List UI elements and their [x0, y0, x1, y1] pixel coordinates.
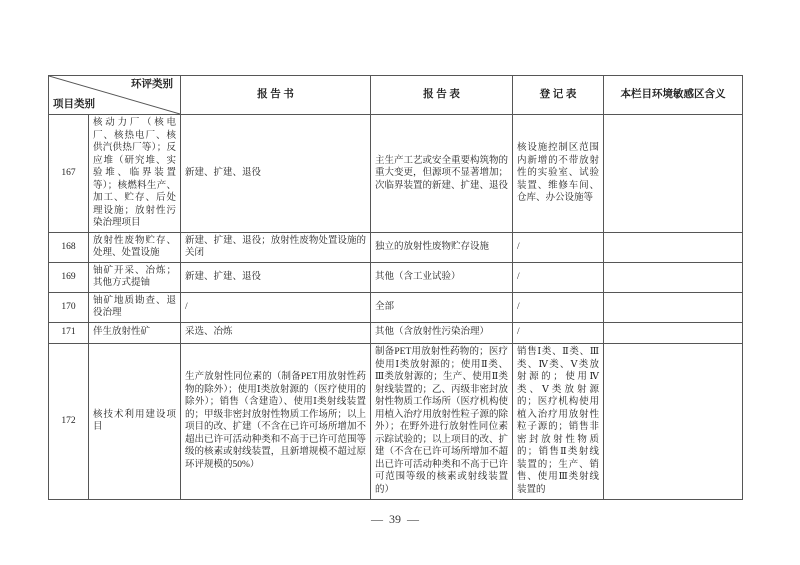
project-category-cell: 核技术利用建设项目	[89, 343, 181, 499]
document-page	[48, 75, 742, 527]
sensitive-area-cell	[604, 322, 743, 343]
project-category-cell: 放射性废物贮存、处理、处置设施	[89, 232, 181, 262]
report-form-cell: 全部	[371, 292, 513, 322]
report-book-cell: /	[181, 292, 371, 322]
report-form-cell: 制备PET用放射性药物的；医疗使用Ⅰ类放射源的；使用Ⅱ类、Ⅲ类放射源的；生产、使用Ⅱ类射线装置的；乙、丙级非密封放射性物质工作场所（医疗机构使用植入治疗用放射性粒子源的除外）；在野外进行放射性同位素示踪试验的；以上项目的改、扩建（不含在已许可场所增加不超出已许可活动种类和不高于已许可范围等级的核素或射线装置的）	[371, 343, 513, 499]
project-category-cell: 铀矿开采、冶炼；其他方式提铀	[89, 262, 181, 292]
report-book-cell: 采选、冶炼	[181, 322, 371, 343]
registration-form-cell: 核设施控制区范围内新增的不带放射性的实验室、试验装置、维修车间、仓库、办公设施等	[513, 115, 604, 233]
registration-form-cell: 销售Ⅰ类、Ⅱ类、Ⅲ类、Ⅳ类、Ⅴ类放射源的；使用Ⅳ类、Ⅴ类放射源的；医疗机构使用植入治疗用放射性粒子源的；销售非密封放射性物质的；销售Ⅱ类射线装置的；生产、销售、使用Ⅲ类射线装置的	[513, 343, 604, 499]
header-report-form: 报 告 表	[371, 76, 513, 115]
header-diagonal-cell	[49, 76, 181, 115]
sensitive-area-cell	[604, 232, 743, 262]
table-row-170	[49, 292, 743, 322]
page-number: — 39 —	[371, 511, 419, 526]
report-form-cell: 其他（含放射性污染治理）	[371, 322, 513, 343]
row-number: 167	[49, 115, 89, 233]
header-report-book: 报 告 书	[181, 76, 371, 115]
report-book-cell: 新建、扩建、退役；放射性废物处置设施的关闭	[181, 232, 371, 262]
table-row-168	[49, 232, 743, 262]
table-row-169	[49, 262, 743, 292]
registration-form-cell: /	[513, 292, 604, 322]
sensitive-area-cell	[604, 292, 743, 322]
report-book-cell: 生产放射性同位素的（制备PET用放射性药物的除外）；使用Ⅰ类放射源的（医疗使用的除外）；销售（含建造）、使用Ⅰ类射线装置的；甲级非密封放射性物质工作场所；以上项目的改、扩建（不含在已许可场所增加不超出已许可活动种类和不高于已许可范围等级的核素或射线装置，且新增规模不超过原环评规模的50%）	[181, 343, 371, 499]
sensitive-area-cell	[604, 262, 743, 292]
report-form-cell: 其他（含工业试验）	[371, 262, 513, 292]
row-number: 169	[49, 262, 89, 292]
header-project-category-label: 项目类别	[53, 98, 95, 110]
registration-form-cell: /	[513, 232, 604, 262]
header-sensitive-area-meaning: 本栏目环境敏感区含义	[604, 76, 743, 115]
header-registration-form: 登 记 表	[513, 76, 604, 115]
report-book-cell: 新建、扩建、退役	[181, 262, 371, 292]
report-form-cell: 主生产工艺或安全重要构筑物的重大变更，但源项不显著增加；次临界装置的新建、扩建、退役	[371, 115, 513, 233]
eia-category-table	[48, 75, 743, 500]
project-category-cell: 伴生放射性矿	[89, 322, 181, 343]
row-number: 171	[49, 322, 89, 343]
project-category-cell: 铀矿地质勘查、退役治理	[89, 292, 181, 322]
table-row-167	[49, 115, 743, 233]
report-form-cell: 独立的放射性废物贮存设施	[371, 232, 513, 262]
table-row-171	[49, 322, 743, 343]
header-eia-category-label: 环评类别	[131, 79, 173, 90]
registration-form-cell: /	[513, 322, 604, 343]
report-book-cell: 新建、扩建、退役	[181, 115, 371, 233]
row-number: 170	[49, 292, 89, 322]
table-header-row	[49, 76, 743, 115]
sensitive-area-cell	[604, 343, 743, 499]
sensitive-area-cell	[604, 115, 743, 233]
registration-form-cell: /	[513, 262, 604, 292]
row-number: 168	[49, 232, 89, 262]
project-category-cell: 核动力厂（核电厂、核热电厂、核供汽供热厂等）；反应堆（研究堆、实验堆、临界装置等）；核燃料生产、加工、贮存、后处理设施；放射性污染治理项目	[89, 115, 181, 233]
table-row-172	[49, 343, 743, 499]
row-number: 172	[49, 343, 89, 499]
